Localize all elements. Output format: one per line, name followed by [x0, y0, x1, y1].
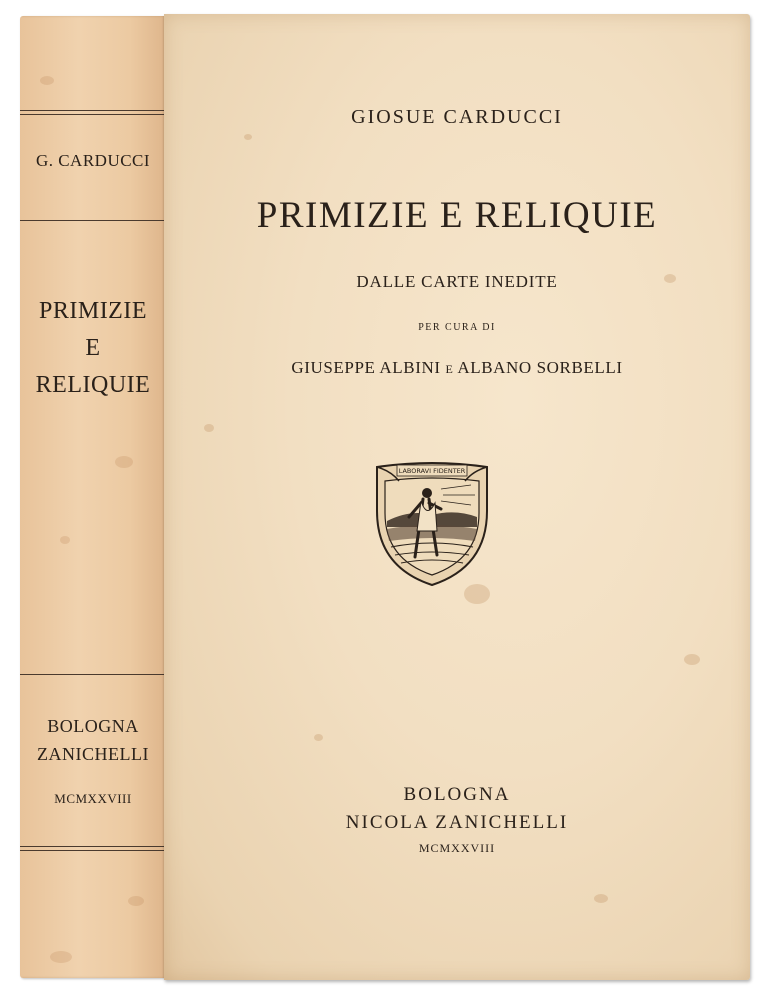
spine-author: G. CARDUCCI [35, 151, 151, 170]
cover-title: PRIMIZIE E RELIQUIE [256, 195, 658, 236]
editor-name: GIUSEPPE ALBINI [291, 358, 441, 377]
book [14, 12, 752, 984]
spine-year: MCMXXVIII [54, 791, 132, 806]
spine-title-line: PRIMIZIE [39, 298, 147, 324]
imprint-city: BOLOGNA [403, 784, 511, 805]
editor-name: ALBANO SORBELLI [457, 358, 623, 377]
spine-rule [20, 220, 166, 221]
spine-title-line: E [85, 335, 101, 361]
spine-rule [20, 674, 166, 675]
publisher-emblem-icon [371, 459, 493, 589]
imprint-publisher: NICOLA ZANICHELLI [345, 812, 569, 833]
cover-author: GIOSUE CARDUCCI [351, 106, 563, 128]
spine-place: BOLOGNA [47, 716, 139, 736]
book-spine [20, 16, 166, 978]
cover-subtitle: DALLE CARTE INEDITE [356, 272, 558, 291]
editor-conjunction: E [445, 362, 454, 376]
spine-top-rule [20, 110, 166, 111]
spine-title [20, 293, 166, 404]
emblem-motto: LABORAVI FIDENTER [398, 467, 466, 475]
imprint-year: MCMXXVIII [418, 841, 496, 855]
spine-bottom-rule [20, 846, 166, 847]
front-cover [164, 14, 750, 980]
spine-imprint [20, 712, 166, 768]
cover-curator-line: PER CURA DI [418, 322, 496, 333]
spine-title-line: RELIQUIE [35, 372, 151, 398]
spine-publisher: ZANICHELLI [37, 744, 149, 764]
cover-editors [164, 358, 750, 378]
